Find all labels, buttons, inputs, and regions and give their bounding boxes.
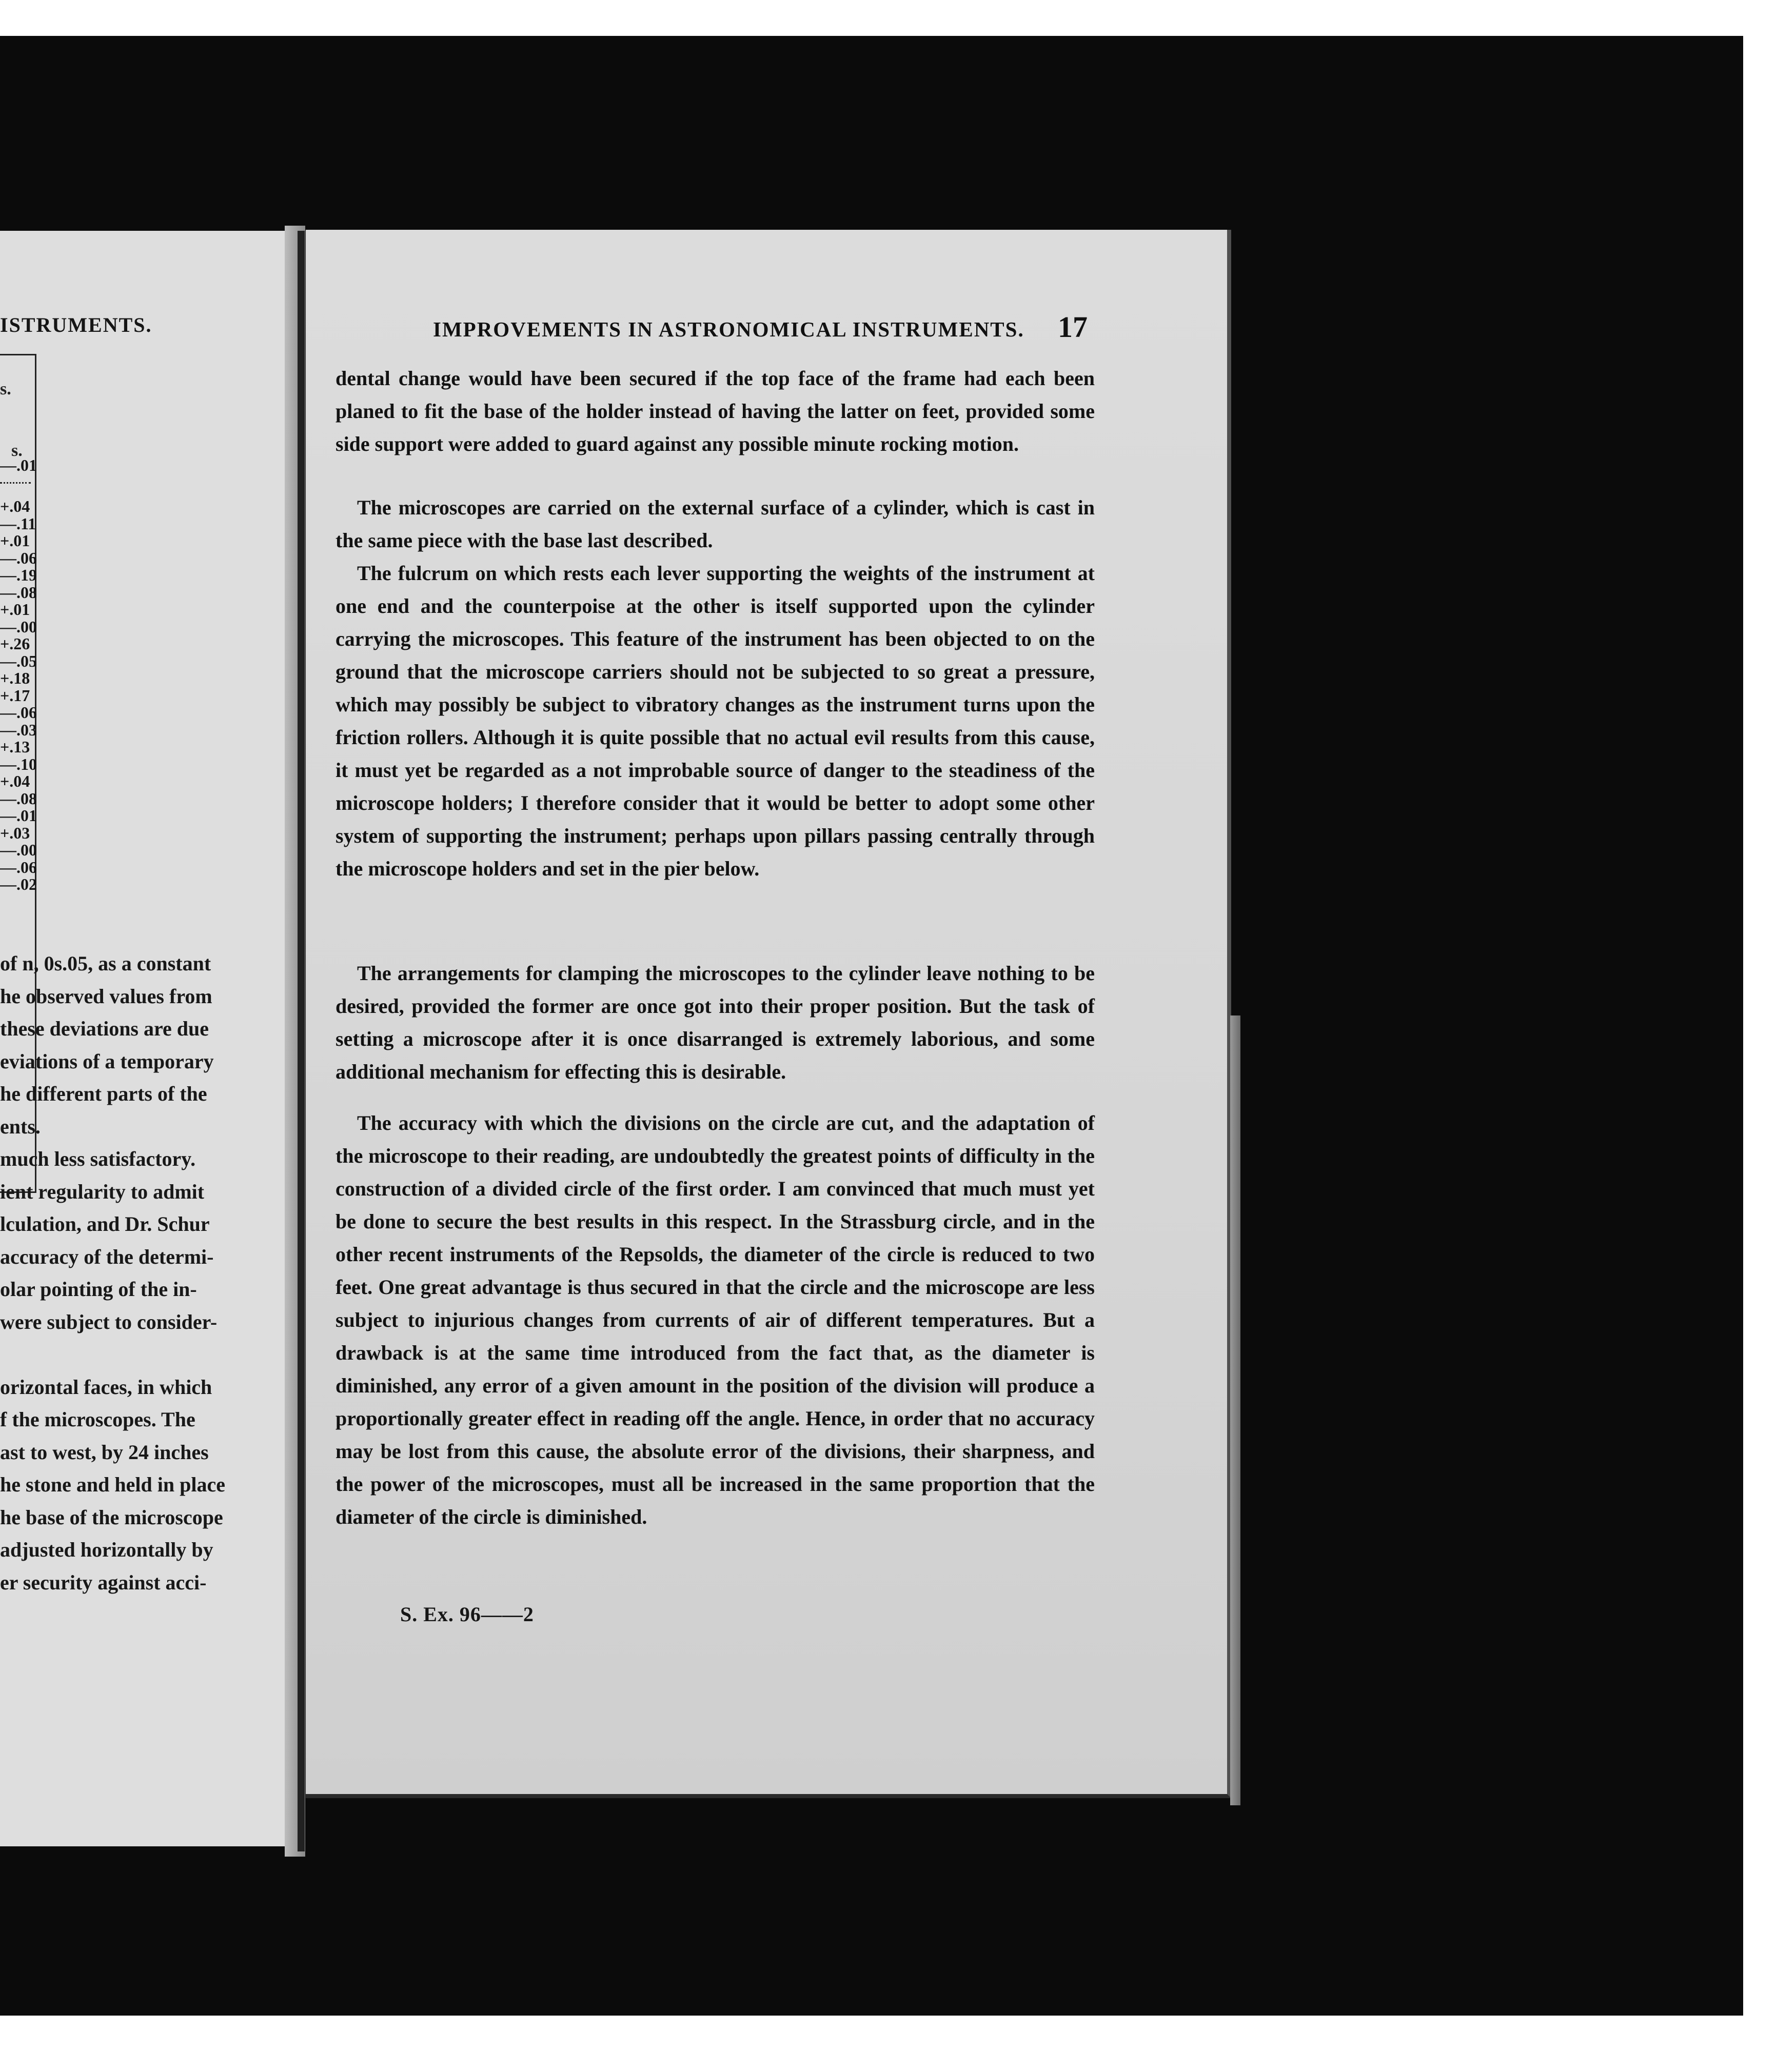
page-edge-shadow xyxy=(1230,1015,1240,1805)
left-text-line: ient regularity to admit xyxy=(0,1180,205,1203)
left-table-value: —.01 xyxy=(0,456,37,474)
left-table-value: +.01 xyxy=(0,531,30,550)
left-table-value: —.06 xyxy=(0,703,37,722)
footer-signature: S. Ex. 96——2 xyxy=(400,1603,534,1626)
left-table-value: —.03 xyxy=(0,720,37,739)
left-text-line: he base of the microscope xyxy=(0,1505,223,1529)
page-17 xyxy=(306,230,1231,1798)
left-table-value: —.11 xyxy=(0,514,36,533)
left-text-line: olar pointing of the in- xyxy=(0,1278,197,1301)
left-table-value: —.06 xyxy=(0,548,37,567)
left-table-value: +.26 xyxy=(0,634,30,653)
left-text-line: of n, 0s.05, as a constant xyxy=(0,952,211,975)
left-table-header: s. xyxy=(0,380,11,399)
left-table-value: —.02 xyxy=(0,875,37,893)
left-text-line: were subject to consider- xyxy=(0,1310,218,1333)
left-table-value: +.04 xyxy=(0,772,30,790)
left-running-head: ISTRUMENTS. xyxy=(0,313,152,336)
left-table-value: —.00 xyxy=(0,841,37,859)
left-table-value: —.10 xyxy=(0,754,37,773)
left-text-line: he observed values from xyxy=(0,984,212,1008)
left-text-line: accuracy of the determi- xyxy=(0,1245,214,1268)
left-table-value: —.00 xyxy=(0,617,37,636)
left-text-line: lculation, and Dr. Schur xyxy=(0,1212,210,1236)
left-text-line: he stone and held in place xyxy=(0,1473,225,1496)
paragraph-2: The microscopes are carried on the external surface of a cylinder, which is cast in the same piece with the base last described. xyxy=(336,496,1095,552)
left-text-line: eviations of a temporary xyxy=(0,1049,214,1073)
left-text-line: er security against acci- xyxy=(0,1570,207,1594)
left-table-value: —.19 xyxy=(0,566,37,584)
left-table-value: +.17 xyxy=(0,686,30,705)
left-table-value: +.13 xyxy=(0,738,30,756)
left-text-line: adjusted horizontally by xyxy=(0,1538,213,1561)
paragraph-3: The fulcrum on which rests each lever supporting the weights of the instrument at one end and the counterpoise at the other is itself supported upon the cylinder carrying the microscopes. This feature of the instrument has been objected to on the ground that the microscope carriers should not be subjected to so great a pressure, which may possibly be subject to vibratory changes as the instrument turns upon the friction rollers. Although it is quite possible that no actual evil results from this cause, it must yet be regarded as a not improbable source of danger to the steadiness of the microscope holders; I therefore consider that it would be better to adopt some other system of supporting the instrument; perhaps upon pillars passing centrally through the microscope holders and set in the pier below. xyxy=(336,562,1095,880)
left-table-value: —.01 xyxy=(0,806,37,825)
left-text-line: orizontal faces, in which xyxy=(0,1375,212,1399)
binding-gutter xyxy=(298,231,305,1851)
paragraph-1: dental change would have been secured if the top face of the frame had each been planed to fit the base of the holder instead of having the latter on feet, provided some side support were added to guard against any possible minute rocking motion. xyxy=(336,367,1095,455)
left-table-value: +.01 xyxy=(0,600,30,619)
left-text-line: much less satisfactory. xyxy=(0,1147,196,1170)
left-table-value: +.18 xyxy=(0,669,30,687)
left-table-value: +.04 xyxy=(0,497,30,515)
left-table-unit: s. xyxy=(11,441,23,460)
left-text-line: these deviations are due xyxy=(0,1017,209,1040)
page-number: 17 xyxy=(1058,310,1088,344)
left-table-value: +.03 xyxy=(0,823,30,842)
paragraph-5: The accuracy with which the divisions on the circle are cut, and the adaptation of the microscope to their reading, are undoubtedly the greatest points of difficulty in the construction of a divided circle of the first order. I am convinced that much must yet be done to secure the best results in this respect. In the Strassburg circle, and in the other recent instruments of the Repsolds, the diameter of the circle is reduced to two feet. One great advantage is thus secured in that the circle and the microscope are less subject to injurious changes from currents of air of different temperatures. But a drawback is at the same time introduced from the fact that, as the diameter is diminished, any error of a given amount in the position of the division will produce a proportionally greater effect in reading off the angle. Hence, in order that no accuracy may be lost from this cause, the absolute error of the divisions, their sharpness, and the power of the microscopes, must all be increased in the same proportion that the diameter of the circle is diminished. xyxy=(336,1111,1095,1528)
left-text-line: he different parts of the xyxy=(0,1082,207,1105)
left-table-value: —.05 xyxy=(0,651,37,670)
left-text-line: f the microscopes. The xyxy=(0,1408,195,1431)
left-table-value: —.08 xyxy=(0,583,37,602)
left-text-line: ast to west, by 24 inches xyxy=(0,1440,209,1464)
left-text-line: ents. xyxy=(0,1114,41,1138)
left-table-value: —.08 xyxy=(0,789,37,808)
left-table-dotted-rule xyxy=(0,482,31,484)
left-table-value: —.06 xyxy=(0,858,37,876)
left-page-fragment xyxy=(0,231,298,1846)
paragraph-4: The arrangements for clamping the microscopes to the cylinder leave nothing to be desired, provided the former are once got into their proper position. But the task of setting a microscope after it is once disarranged is extremely laborious, and some additional mechanism for effecting this is desirable. xyxy=(336,962,1095,1083)
running-head: IMPROVEMENTS IN ASTRONOMICAL INSTRUMENTS. xyxy=(433,317,1024,341)
